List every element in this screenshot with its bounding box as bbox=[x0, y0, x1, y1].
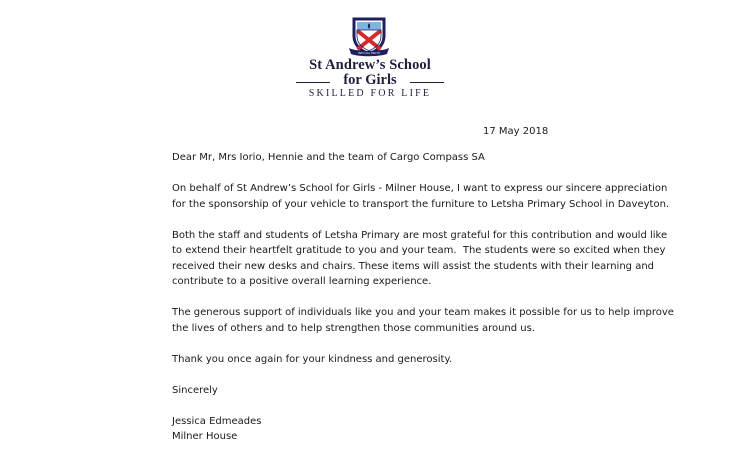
letter-body bbox=[172, 150, 732, 460]
sign-off bbox=[172, 383, 732, 399]
paragraph-3-line: the lives of others and to help strengthen those communities around us. bbox=[172, 322, 536, 334]
divider-right bbox=[410, 82, 444, 83]
crest-banner-text: INTO ALL TRUTH bbox=[358, 52, 380, 56]
school-crest-logo bbox=[347, 14, 391, 58]
paragraph-2-line: contribute to a positive overall learning experience. bbox=[172, 276, 432, 287]
signatory-house: Milner House bbox=[172, 431, 238, 442]
salutation bbox=[172, 150, 732, 166]
closing-thanks-line: Thank you once again for your kindness and generosity. bbox=[172, 353, 453, 365]
letter-date: 17 May 2018 bbox=[483, 126, 549, 137]
closing-thanks bbox=[172, 352, 732, 368]
paragraph-1-line: for the sponsorship of your vehicle to transport the furniture to Letsha Primary School in Daveyton. bbox=[172, 198, 670, 210]
school-name-line1: St Andrew’s School bbox=[309, 57, 431, 73]
signature-block bbox=[172, 414, 732, 445]
paragraph-3-line: The generous support of individuals like you and your team makes it possible for us to help improve bbox=[172, 307, 674, 318]
signatory-name: Jessica Edmeades bbox=[172, 415, 262, 427]
sign-off-line: Sincerely bbox=[172, 384, 218, 396]
salutation-line: Dear Mr, Mrs Iorio, Hennie and the team of Cargo Compass SA bbox=[172, 152, 485, 163]
paragraph-2 bbox=[172, 228, 732, 290]
paragraph-1 bbox=[172, 181, 732, 212]
paragraph-2-line: received their new desks and chairs. These items will assist the students with their learning and bbox=[172, 260, 655, 272]
paragraph-1-line: On behalf of St Andrew’s School for Girls - Milner House, I want to express our sincere appreciation bbox=[172, 183, 668, 194]
school-name-line2: for Girls bbox=[343, 72, 397, 88]
paragraph-2-line: Both the staff and students of Letsha Primary are most grateful for this contribution and would like bbox=[172, 229, 668, 241]
paragraph-2-line: to extend their heartfelt gratitude to you and your team. The students were so excited when they bbox=[172, 245, 666, 256]
school-motto: SKILLED FOR LIFE bbox=[308, 88, 432, 99]
paragraph-3 bbox=[172, 305, 732, 336]
